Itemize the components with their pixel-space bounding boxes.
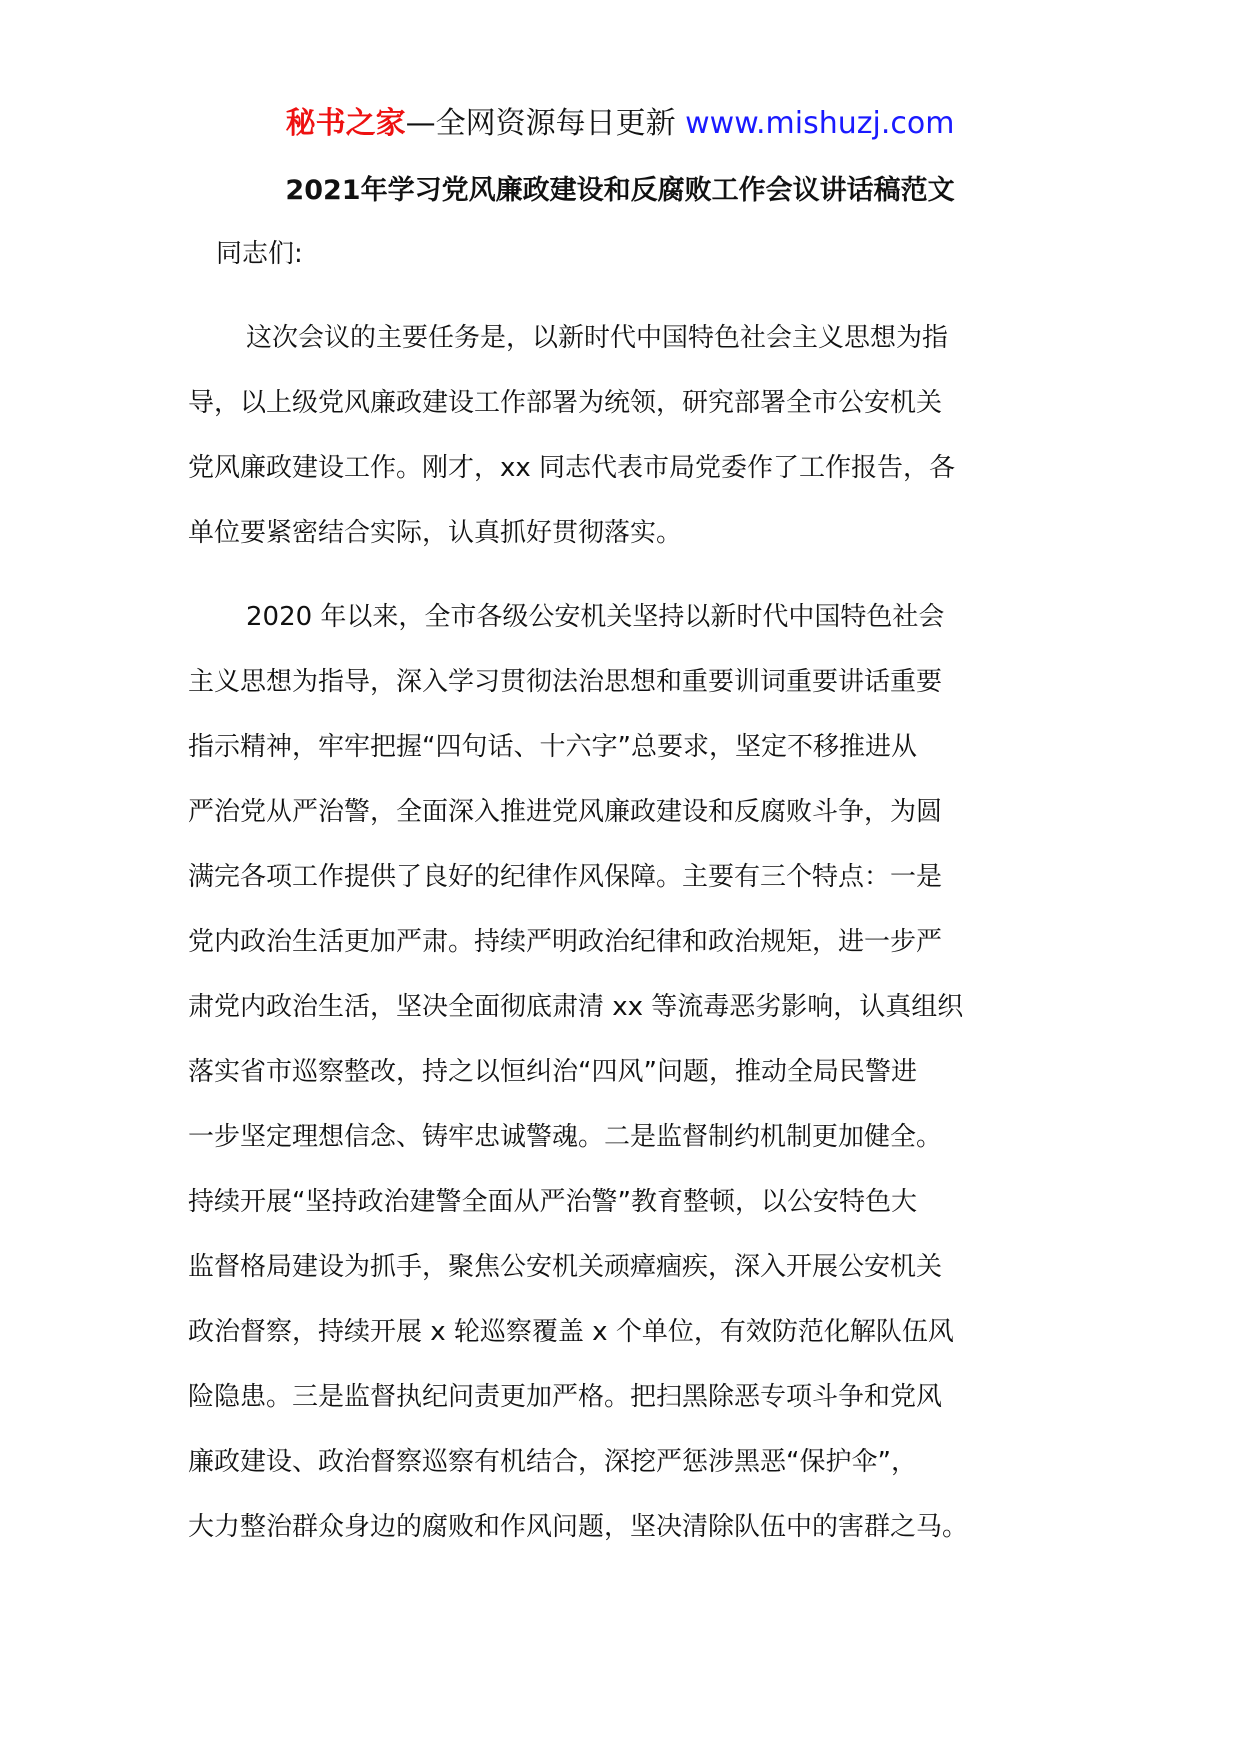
paragraph-line: 这次会议的主要任务是，以新时代中国特色社会主义思想为指 xyxy=(246,323,949,353)
document-title: 2021年学习党风廉政建设和反腐败工作会议讲话稿范文 xyxy=(285,175,955,206)
paragraph-line: 险隐患。三是监督执纪问责更加严格。把扫黑除恶专项斗争和党风 xyxy=(188,1382,943,1412)
paragraph-line: 肃党内政治生活，坚决全面彻底肃清 xx 等流毒恶劣影响，认真组织 xyxy=(188,992,964,1022)
paragraph-line: 落实省市巡察整改，持之以恒纠治“四风”问题，推动全局民警进 xyxy=(188,1057,917,1087)
paragraph-line: 导，以上级党风廉政建设工作部署为统领，研究部署全市公安机关 xyxy=(188,388,943,418)
site-url-link[interactable]: www.mishuzj.com xyxy=(685,106,955,141)
paragraph-line: 政治督察，持续开展 x 轮巡察覆盖 x 个单位，有效防范化解队伍风 xyxy=(188,1317,954,1347)
salutation: 同志们: xyxy=(216,239,303,269)
paragraph-line: 党内政治生活更加严肃。持续严明政治纪律和政治规矩，进一步严 xyxy=(188,927,943,957)
paragraph-line: 监督格局建设为抓手，聚焦公安机关顽瘴痼疾，深入开展公安机关 xyxy=(188,1252,943,1282)
paragraph-line: 2020 年以来，全市各级公安机关坚持以新时代中国特色社会 xyxy=(246,602,945,632)
paragraph-2 xyxy=(188,585,1068,1560)
paragraph-line: 大力整治群众身边的腐败和作风问题，坚决清除队伍中的害群之马。 xyxy=(188,1512,969,1542)
paragraph-1 xyxy=(188,306,1068,566)
site-header xyxy=(0,98,1240,150)
site-tagline: —全网资源每日更新 xyxy=(405,106,686,141)
paragraph-line: 满完各项工作提供了良好的纪律作风保障。主要有三个特点：一是 xyxy=(188,862,943,892)
paragraph-line: 廉政建设、政治督察巡察有机结合，深挖严惩涉黑恶“保护伞”， xyxy=(188,1447,917,1477)
paragraph-line: 严治党从严治警，全面深入推进党风廉政建设和反腐败斗争，为圆 xyxy=(188,797,943,827)
paragraph-line: 主义思想为指导，深入学习贯彻法治思想和重要训词重要讲话重要 xyxy=(188,667,943,697)
paragraph-line: 党风廉政建设工作。刚才，xx 同志代表市局党委作了工作报告，各 xyxy=(188,453,956,483)
paragraph-line: 一步坚定理想信念、铸牢忠诚警魂。二是监督制约机制更加健全。 xyxy=(188,1122,943,1152)
site-name: 秘书之家 xyxy=(285,106,406,141)
paragraph-line: 持续开展“坚持政治建警全面从严治警”教育整顿，以公安特色大 xyxy=(188,1187,917,1217)
paragraph-line: 指示精神，牢牢把握“四句话、十六字”总要求，坚定不移推进从 xyxy=(188,732,917,762)
paragraph-line: 单位要紧密结合实际，认真抓好贯彻落实。 xyxy=(188,518,683,548)
